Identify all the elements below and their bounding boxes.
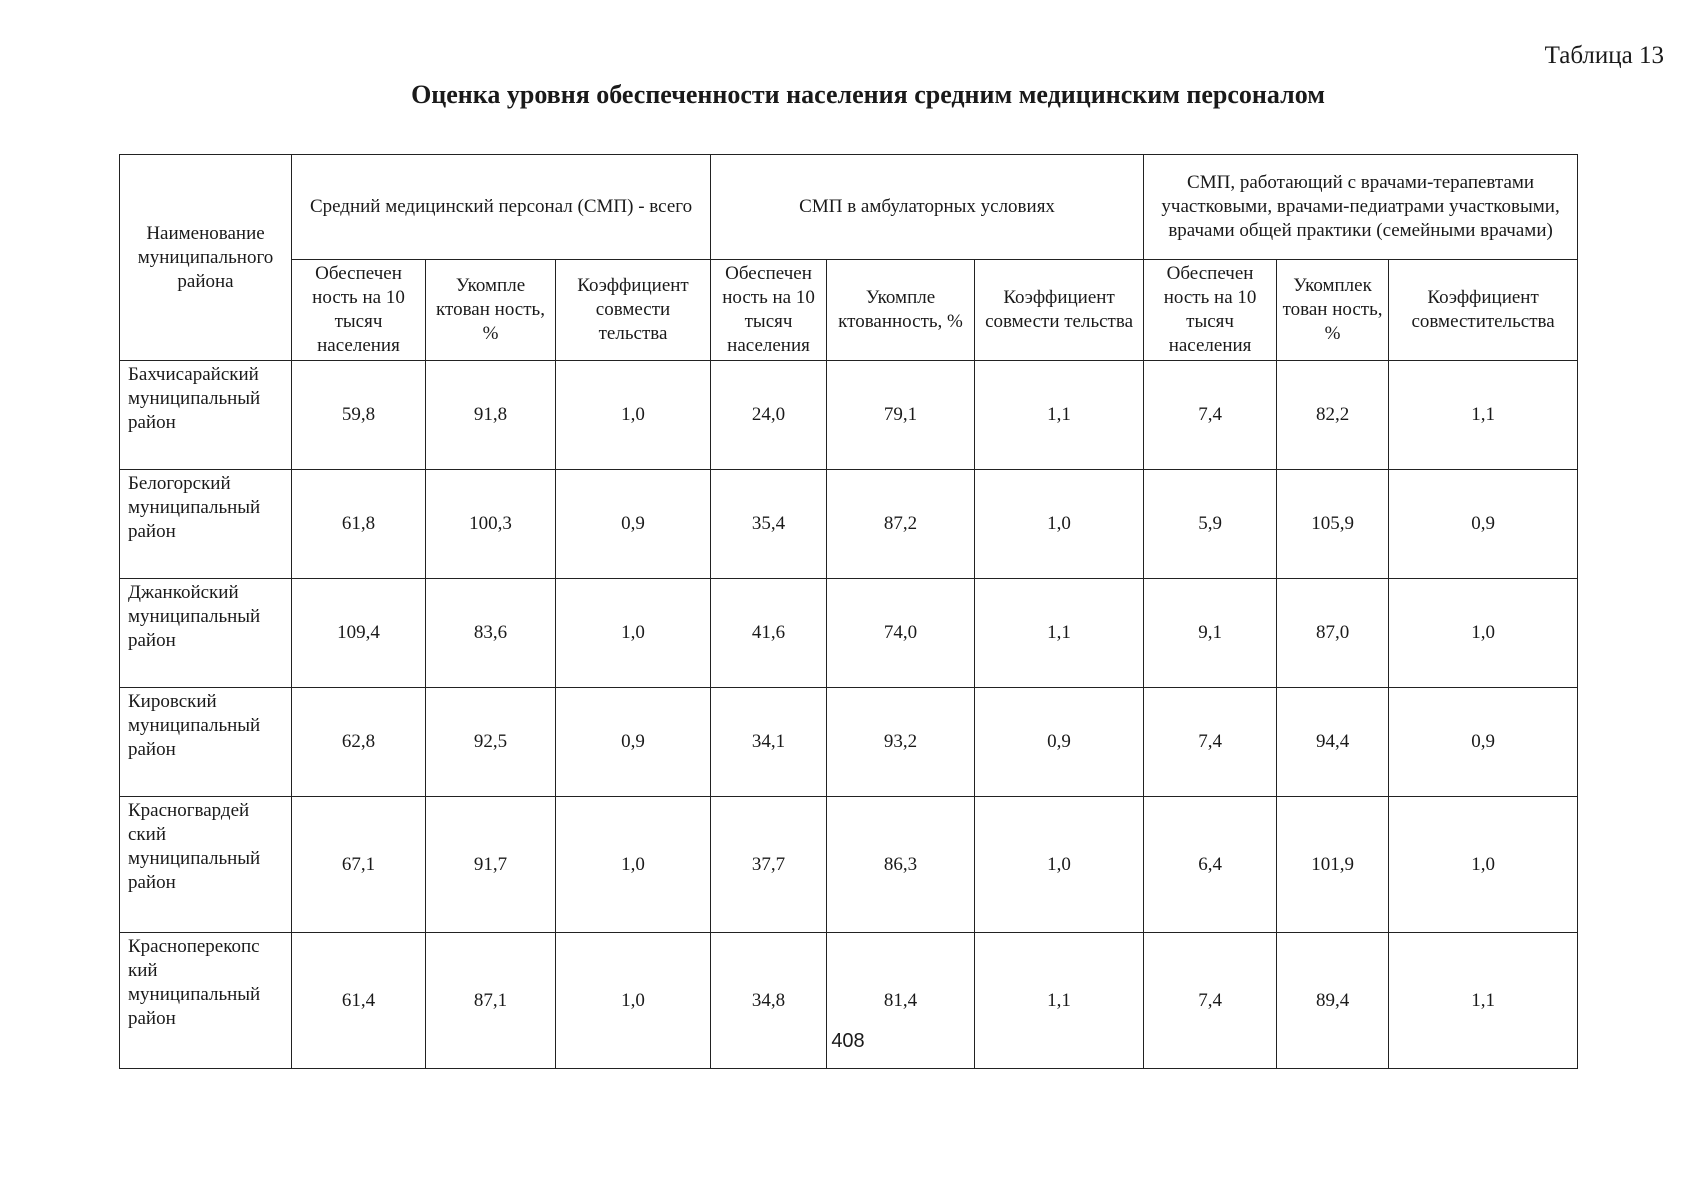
table-cell: 9,1 [1144,579,1277,688]
table-cell: 101,9 [1277,797,1389,933]
header-row-subcolumns [120,260,1578,361]
table-cell: 7,4 [1144,361,1277,470]
district-name: Белогорский муниципальный район [120,470,292,579]
table-cell: 61,4 [292,933,426,1069]
table-cell: 34,1 [711,688,827,797]
table-cell: 87,0 [1277,579,1389,688]
table-cell: 1,0 [975,470,1144,579]
data-table [119,154,1578,1069]
subheader-staffing: Укомпле ктованность, % [827,260,975,361]
table-cell: 81,4 [827,933,975,1069]
table-cell: 61,8 [292,470,426,579]
table-cell: 0,9 [975,688,1144,797]
table-cell: 82,2 [1277,361,1389,470]
table-cell: 6,4 [1144,797,1277,933]
table-row [120,579,1578,688]
table-cell: 67,1 [292,797,426,933]
table-cell: 0,9 [1389,470,1578,579]
district-name: Красногвардей ский муниципальный район [120,797,292,933]
table-cell: 89,4 [1277,933,1389,1069]
table-cell: 0,9 [1389,688,1578,797]
header-group-smp-with-district-doctors: СМП, работающий с врачами-терапевтами участковыми, врачами-педиатрами участковыми, врачами общей практики (семейными врачами) [1144,155,1578,260]
table-cell: 1,0 [975,797,1144,933]
district-name: Бахчисарайский муниципальный район [120,361,292,470]
table-cell: 1,1 [975,933,1144,1069]
table-cell: 1,1 [975,579,1144,688]
table-cell: 105,9 [1277,470,1389,579]
table-number: Таблица 13 [1544,42,1664,69]
table-cell: 94,4 [1277,688,1389,797]
table-cell: 1,0 [556,797,711,933]
page-number: 408 [831,1030,865,1052]
table-cell: 34,8 [711,933,827,1069]
subheader-provision: Обеспечен ность на 10 тысяч населения [292,260,426,361]
subheader-staffing: Укомплек тован ность, % [1277,260,1389,361]
table-cell: 1,0 [556,579,711,688]
subheader-staffing: Укомпле ктован ность, % [426,260,556,361]
table-cell: 74,0 [827,579,975,688]
header-row-groups [120,155,1578,260]
district-name: Кировский муниципальный район [120,688,292,797]
table-cell: 0,9 [556,688,711,797]
table-cell: 41,6 [711,579,827,688]
table-cell: 100,3 [426,470,556,579]
subheader-combining-ratio: Коэффициент совмести тельства [556,260,711,361]
table-cell: 1,1 [1389,933,1578,1069]
subheader-combining-ratio: Коэффициент совместительства [1389,260,1578,361]
table-row [120,688,1578,797]
header-group-smp-outpatient: СМП в амбулаторных условиях [711,155,1144,260]
district-name: Джанкойский муниципальный район [120,579,292,688]
table-cell: 1,0 [556,361,711,470]
table-cell: 91,8 [426,361,556,470]
table-cell: 91,7 [426,797,556,933]
table-row [120,797,1578,933]
table-row [120,361,1578,470]
table-cell: 93,2 [827,688,975,797]
header-district-name: Наименование муниципального района [120,155,292,361]
table-cell: 87,1 [426,933,556,1069]
district-name: Красноперекопс кий муниципальный район [120,933,292,1069]
table-cell: 83,6 [426,579,556,688]
table-cell: 35,4 [711,470,827,579]
table-cell: 7,4 [1144,933,1277,1069]
table-cell: 1,1 [1389,361,1578,470]
table-row [120,470,1578,579]
data-table-container [119,154,1577,1069]
table-cell: 1,1 [975,361,1144,470]
subheader-provision: Обеспечен ность на 10 тысяч населения [1144,260,1277,361]
table-cell: 5,9 [1144,470,1277,579]
header-group-smp-total: Средний медицинский персонал (СМП) - всего [292,155,711,260]
table-cell: 87,2 [827,470,975,579]
table-cell: 37,7 [711,797,827,933]
table-cell: 7,4 [1144,688,1277,797]
table-cell: 1,0 [1389,797,1578,933]
table-cell: 59,8 [292,361,426,470]
table-cell: 1,0 [556,933,711,1069]
table-cell: 92,5 [426,688,556,797]
table-cell: 0,9 [556,470,711,579]
table-cell: 86,3 [827,797,975,933]
table-cell: 62,8 [292,688,426,797]
table-cell: 1,0 [1389,579,1578,688]
table-cell: 109,4 [292,579,426,688]
subheader-provision: Обеспечен ность на 10 тысяч населения [711,260,827,361]
subheader-combining-ratio: Коэффициент совмести тельства [975,260,1144,361]
document-title: Оценка уровня обеспеченности населения средним медицинским персоналом [411,80,1325,109]
table-cell: 24,0 [711,361,827,470]
table-cell: 79,1 [827,361,975,470]
